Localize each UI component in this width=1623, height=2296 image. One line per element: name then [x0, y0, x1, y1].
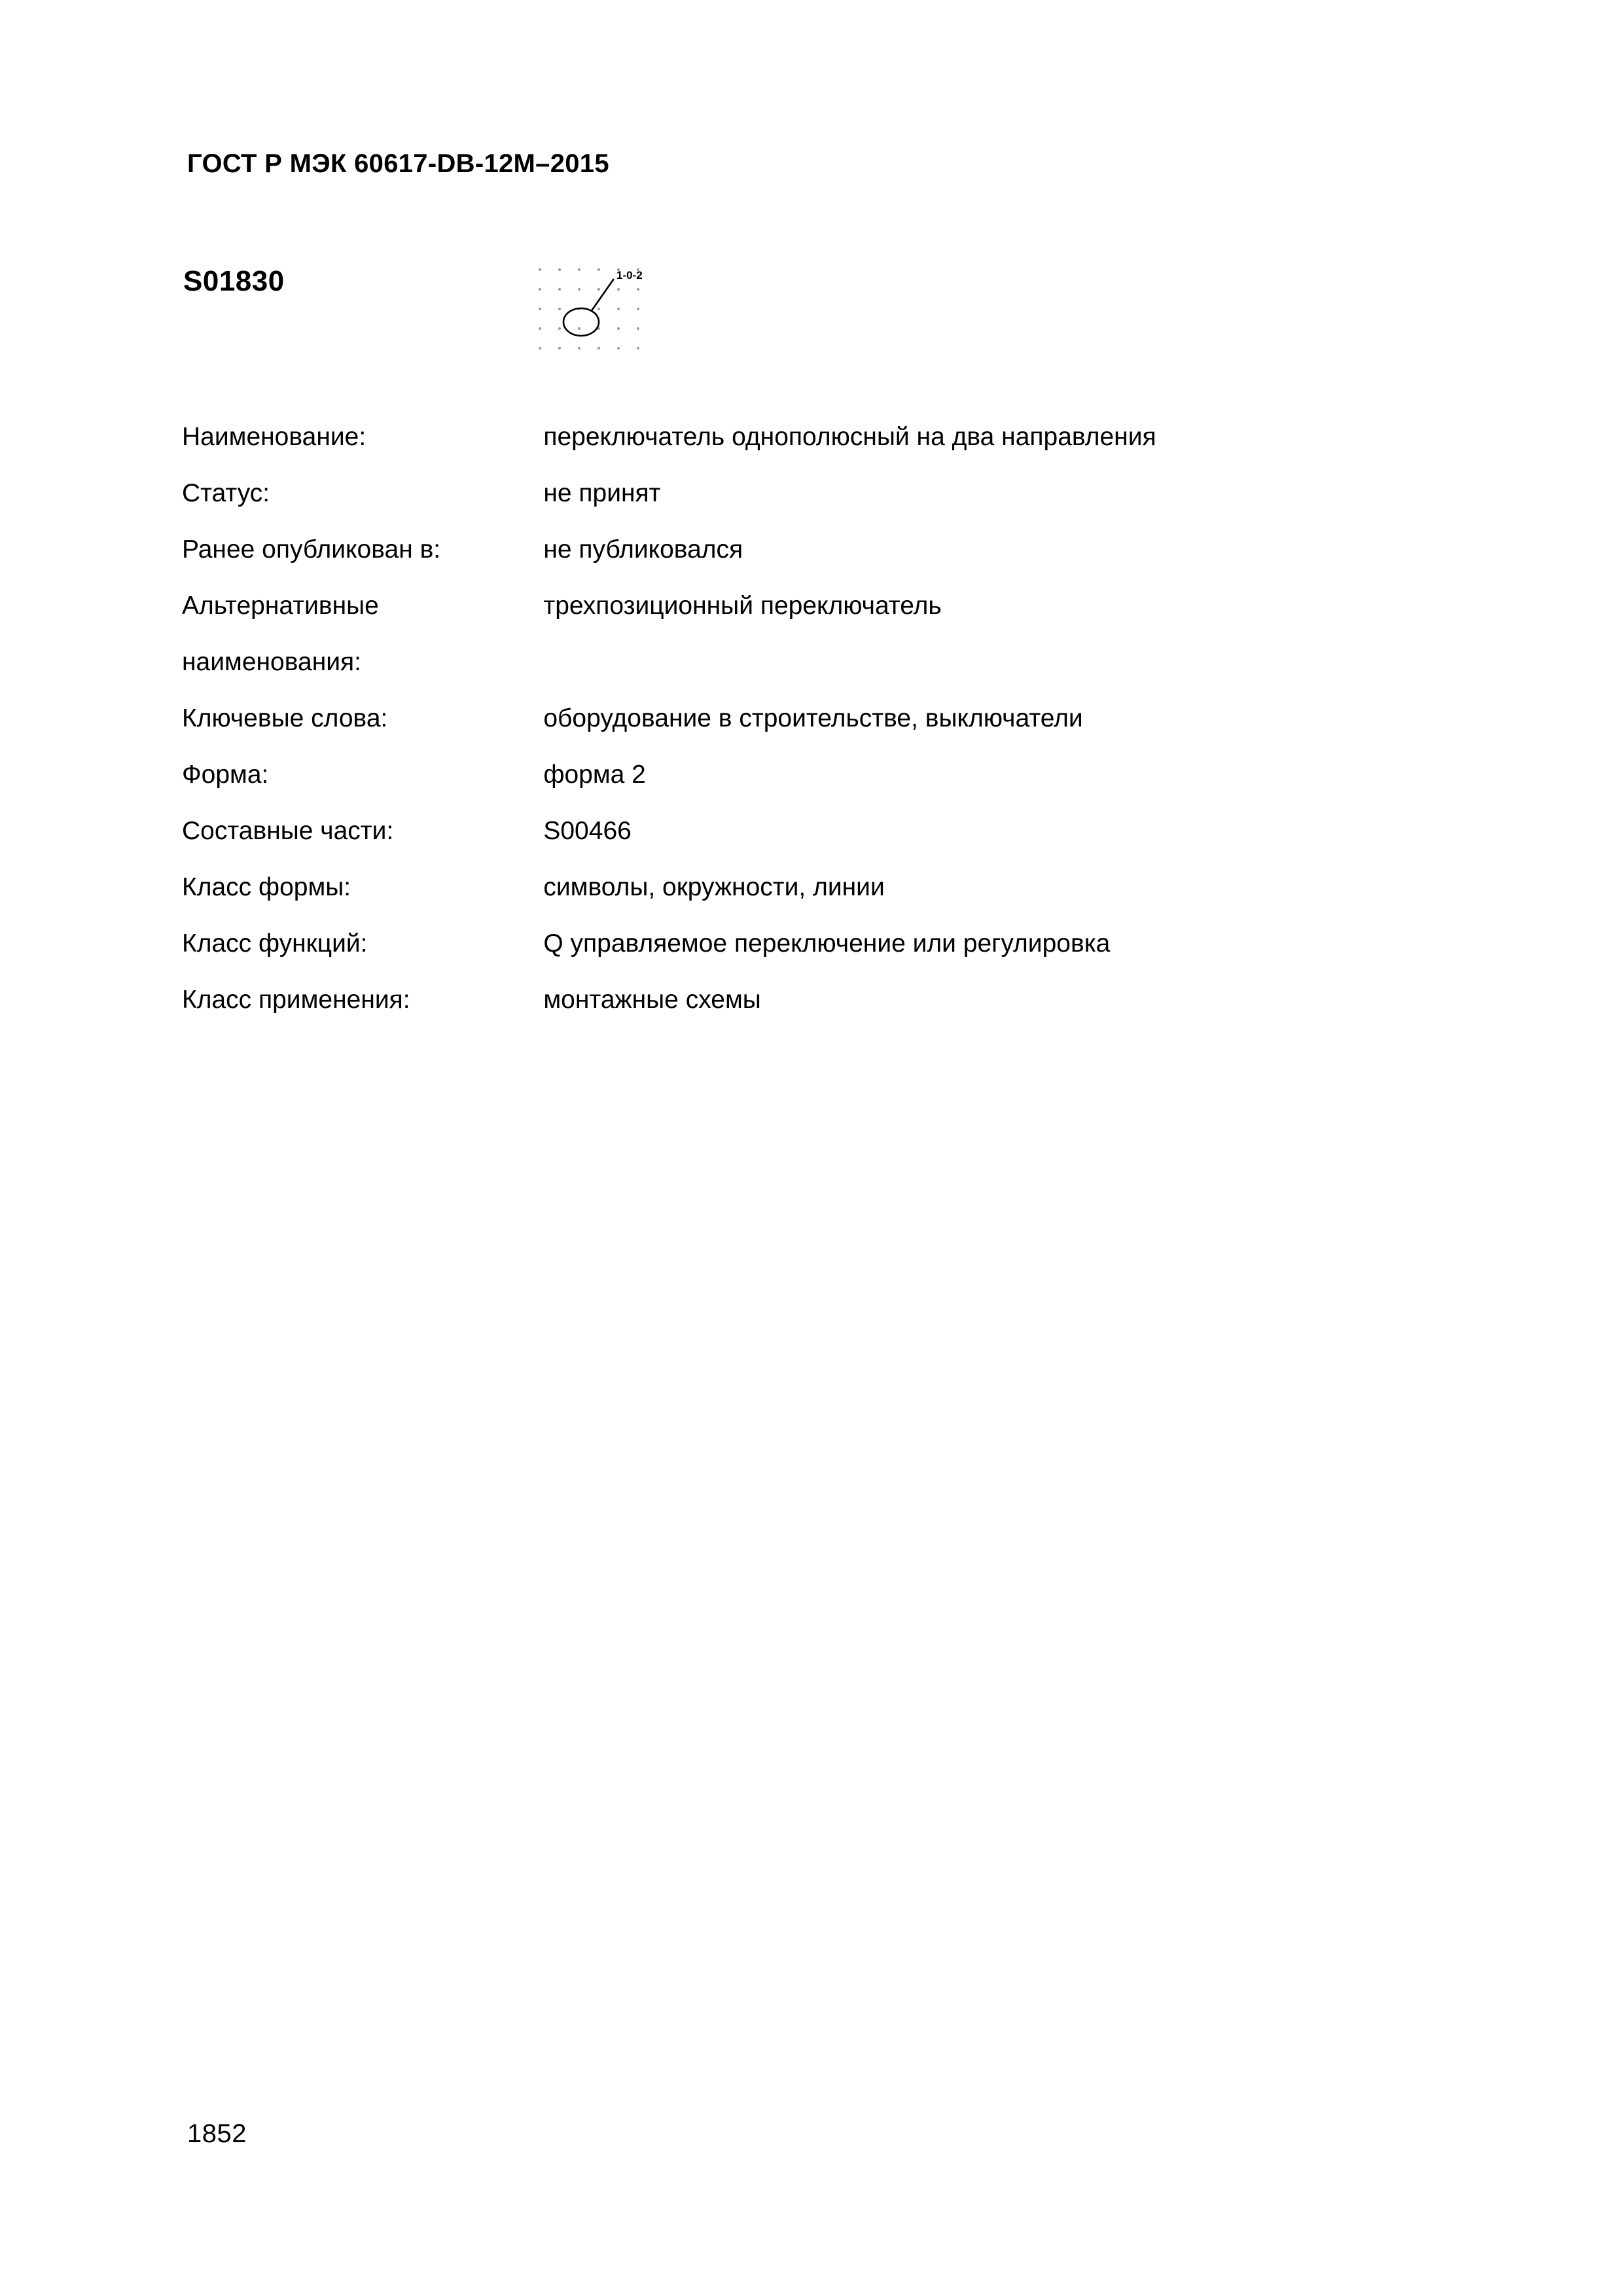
symbol-properties-table — [182, 409, 1425, 1028]
property-label: Наименование: — [182, 423, 366, 451]
property-label: Статус: — [182, 479, 270, 507]
table-row — [182, 465, 1425, 522]
table-row — [182, 916, 1425, 972]
property-label: Составные части: — [182, 817, 394, 845]
property-value: форма 2 — [543, 761, 646, 789]
table-row — [182, 859, 1425, 916]
symbol-diagram — [533, 262, 677, 367]
property-value: символы, окружности, линии — [543, 873, 885, 901]
property-label: Ключевые слова: — [182, 704, 388, 732]
document-header-standard-title: ГОСТ Р МЭК 60617-DB-12M–2015 — [187, 149, 609, 178]
property-label: Альтернативные наименования: — [182, 592, 379, 676]
table-row — [182, 972, 1425, 1028]
table-row — [182, 747, 1425, 803]
table-row — [182, 691, 1425, 747]
property-label: Класс функций: — [182, 929, 368, 958]
table-row — [182, 522, 1425, 578]
property-value: трехпозиционный переключатель — [543, 592, 942, 620]
property-value: не публиковался — [543, 535, 743, 564]
table-row — [182, 578, 1425, 691]
property-value: монтажные схемы — [543, 986, 761, 1014]
property-label: Класс формы: — [182, 873, 351, 901]
property-value: переключатель однополюсный на два направления — [543, 423, 1156, 451]
property-value: Q управляемое переключение или регулировка — [543, 929, 1111, 958]
symbol-id: S01830 — [183, 265, 285, 297]
property-value: не принят — [543, 479, 661, 507]
property-value: оборудование в строительстве, выключатели — [543, 704, 1083, 732]
symbol-figure-label: 1-0-2 — [616, 269, 643, 281]
table-row — [182, 409, 1425, 465]
table-row — [182, 803, 1425, 859]
property-label: Ранее опубликован в: — [182, 535, 441, 564]
property-label: Форма: — [182, 761, 269, 789]
page-number: 1852 — [187, 2119, 247, 2148]
property-value: S00466 — [543, 817, 632, 845]
property-label: Класс применения: — [182, 986, 410, 1014]
